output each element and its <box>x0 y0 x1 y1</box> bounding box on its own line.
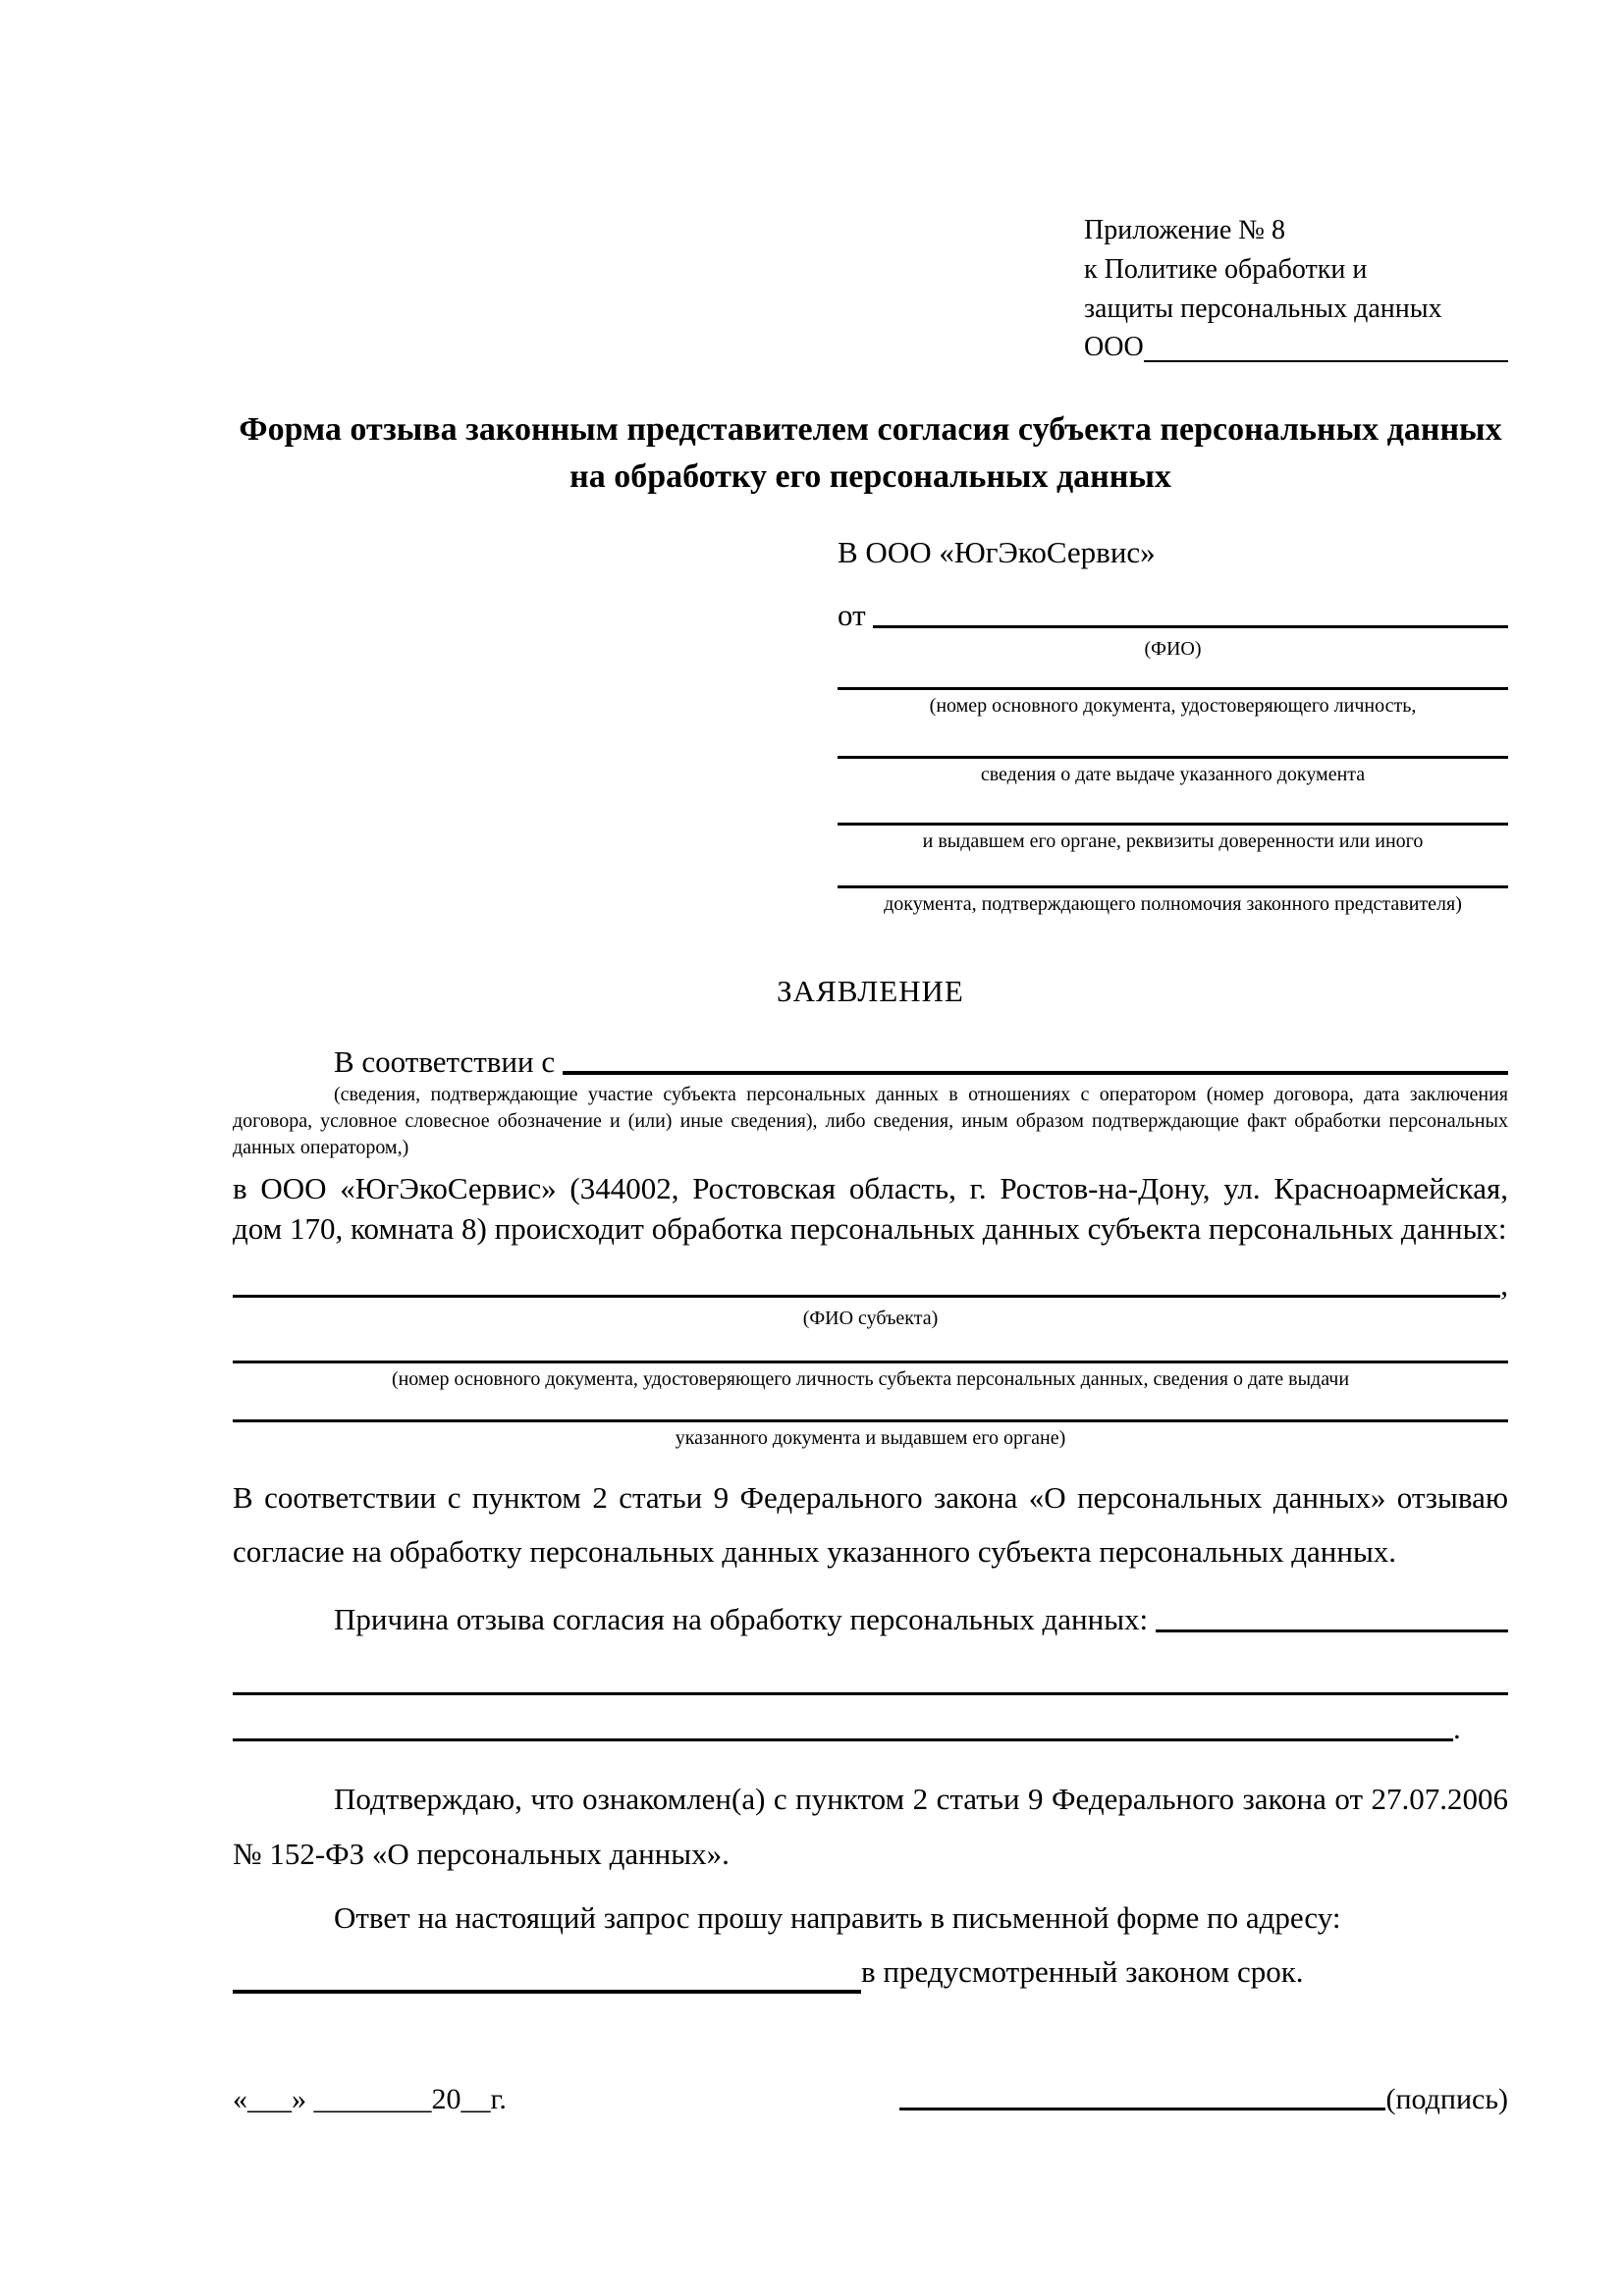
signature-blank-line <box>899 2108 1385 2110</box>
subject-doc-caption-2: указанного документа и выдавшем его органе) <box>675 1427 1066 1449</box>
from-line <box>838 598 1508 633</box>
subject-doc-blank-line-1 <box>233 1361 1508 1363</box>
doc-blank-line-1 <box>838 687 1508 690</box>
doc-blank-line-2 <box>838 756 1508 759</box>
appendix-ooo-line <box>1084 328 1508 367</box>
subject-doc-caption-1: (номер основного документа, удостоверяющего личность субъекта персональных данных, сведения о дате выдачи <box>391 1368 1350 1390</box>
doc-caption-2: сведения о дате выдаче указанного документа <box>980 764 1366 786</box>
reply-paragraph: Ответ на настоящий запрос прошу направить в письменной форме по адресу: <box>334 1899 1341 1935</box>
appendix-number: Приложение № 8 <box>1084 215 1285 245</box>
reply-continuation <box>233 1945 1508 1999</box>
footer-row <box>233 2083 1508 2116</box>
addressee-to: В ООО «ЮгЭкоСервис» <box>838 535 1156 570</box>
ooo-prefix: ООО <box>1084 332 1144 363</box>
subject-fio-caption: (ФИО субъекта) <box>802 1308 939 1329</box>
subject-doc-blank-line-2 <box>233 1419 1508 1422</box>
doc-caption-1: (номер основного документа, удостоверяющего личность, <box>929 695 1417 718</box>
reason-prefix: Причина отзыва согласия на обработку персональных данных: <box>334 1602 1156 1637</box>
signature-line <box>899 2083 1508 2116</box>
from-blank-line <box>873 598 1508 628</box>
reason-blank-line <box>1156 1602 1508 1632</box>
date-line: «___» ________20__г. <box>233 2083 507 2116</box>
confirm-paragraph: Подтверждаю, что ознакомлен(а) с пунктом 2 статьи 9 Федерального закона от 27.07.2006 № 152-ФЗ «О персональных данных». <box>233 1782 1508 1871</box>
reason-line <box>233 1602 1508 1637</box>
reason-blank-line-3 <box>233 1711 1508 1746</box>
subject-fio-suffix: , <box>1500 1267 1508 1302</box>
addressee-block <box>838 535 1508 917</box>
address-blank-line <box>233 1945 861 1994</box>
ooo-blank-line <box>1144 328 1508 362</box>
form-title: Форма отзыва законным представителем согласия субъекта персональных данных на обработку его персональных данных <box>239 411 1502 495</box>
operator-paragraph: в ООО «ЮгЭкоСервис» (344002, Ростовская область, г. Ростов-на-Дону, ул. Красноармейская, дом 170, комната 8) происходит обработка персональных данных субъекта персональных данных: <box>233 1171 1508 1247</box>
accordance-footnote: (сведения, подтверждающие участие субъекта персональных данных в отношениях с оператором (номер договора, дата заключения договора, условное словесное обозначение и (или) иные сведения), либо сведения, иным образом подтверждающие факт обработки персональных данных оператором,) <box>233 1084 1508 1159</box>
withdraw-paragraph: В соответствии с пунктом 2 статьи 9 Федерального закона «О персональных данных» отзываю согласие на обработку персональных данных указанного субъекта персональных данных. <box>233 1480 1508 1570</box>
accordance-line <box>233 1044 1508 1080</box>
fio-caption: (ФИО) <box>1144 638 1202 661</box>
appendix-note <box>1084 211 1508 367</box>
accordance-blank-line <box>563 1044 1508 1075</box>
subject-fio-blank-line <box>233 1267 1500 1298</box>
reason-blank-suffix: . <box>1453 1711 1461 1746</box>
reason-blank-line-3-rule <box>233 1711 1453 1741</box>
signature-caption: (подпись) <box>1385 2083 1508 2116</box>
reason-blank-line-2 <box>233 1692 1508 1695</box>
doc-caption-4: документа, подтверждающего полномочия законного представителя) <box>884 893 1462 916</box>
doc-caption-3: и выдавшем его органе, реквизиты доверенности или иного <box>922 830 1424 853</box>
subject-fio-line <box>233 1267 1508 1303</box>
appendix-policy-line-2: защиты персональных данных <box>1084 293 1442 324</box>
statement-heading: ЗАЯВЛЕНИЕ <box>777 974 964 1009</box>
from-label: от <box>838 598 874 633</box>
accordance-prefix: В соответствии с <box>334 1044 563 1080</box>
doc-blank-line-4 <box>838 885 1508 888</box>
doc-blank-line-3 <box>838 823 1508 826</box>
reply-suffix: в предусмотренный законом срок. <box>861 1953 1304 1989</box>
appendix-policy-line-1: к Политике обработки и <box>1084 253 1368 285</box>
